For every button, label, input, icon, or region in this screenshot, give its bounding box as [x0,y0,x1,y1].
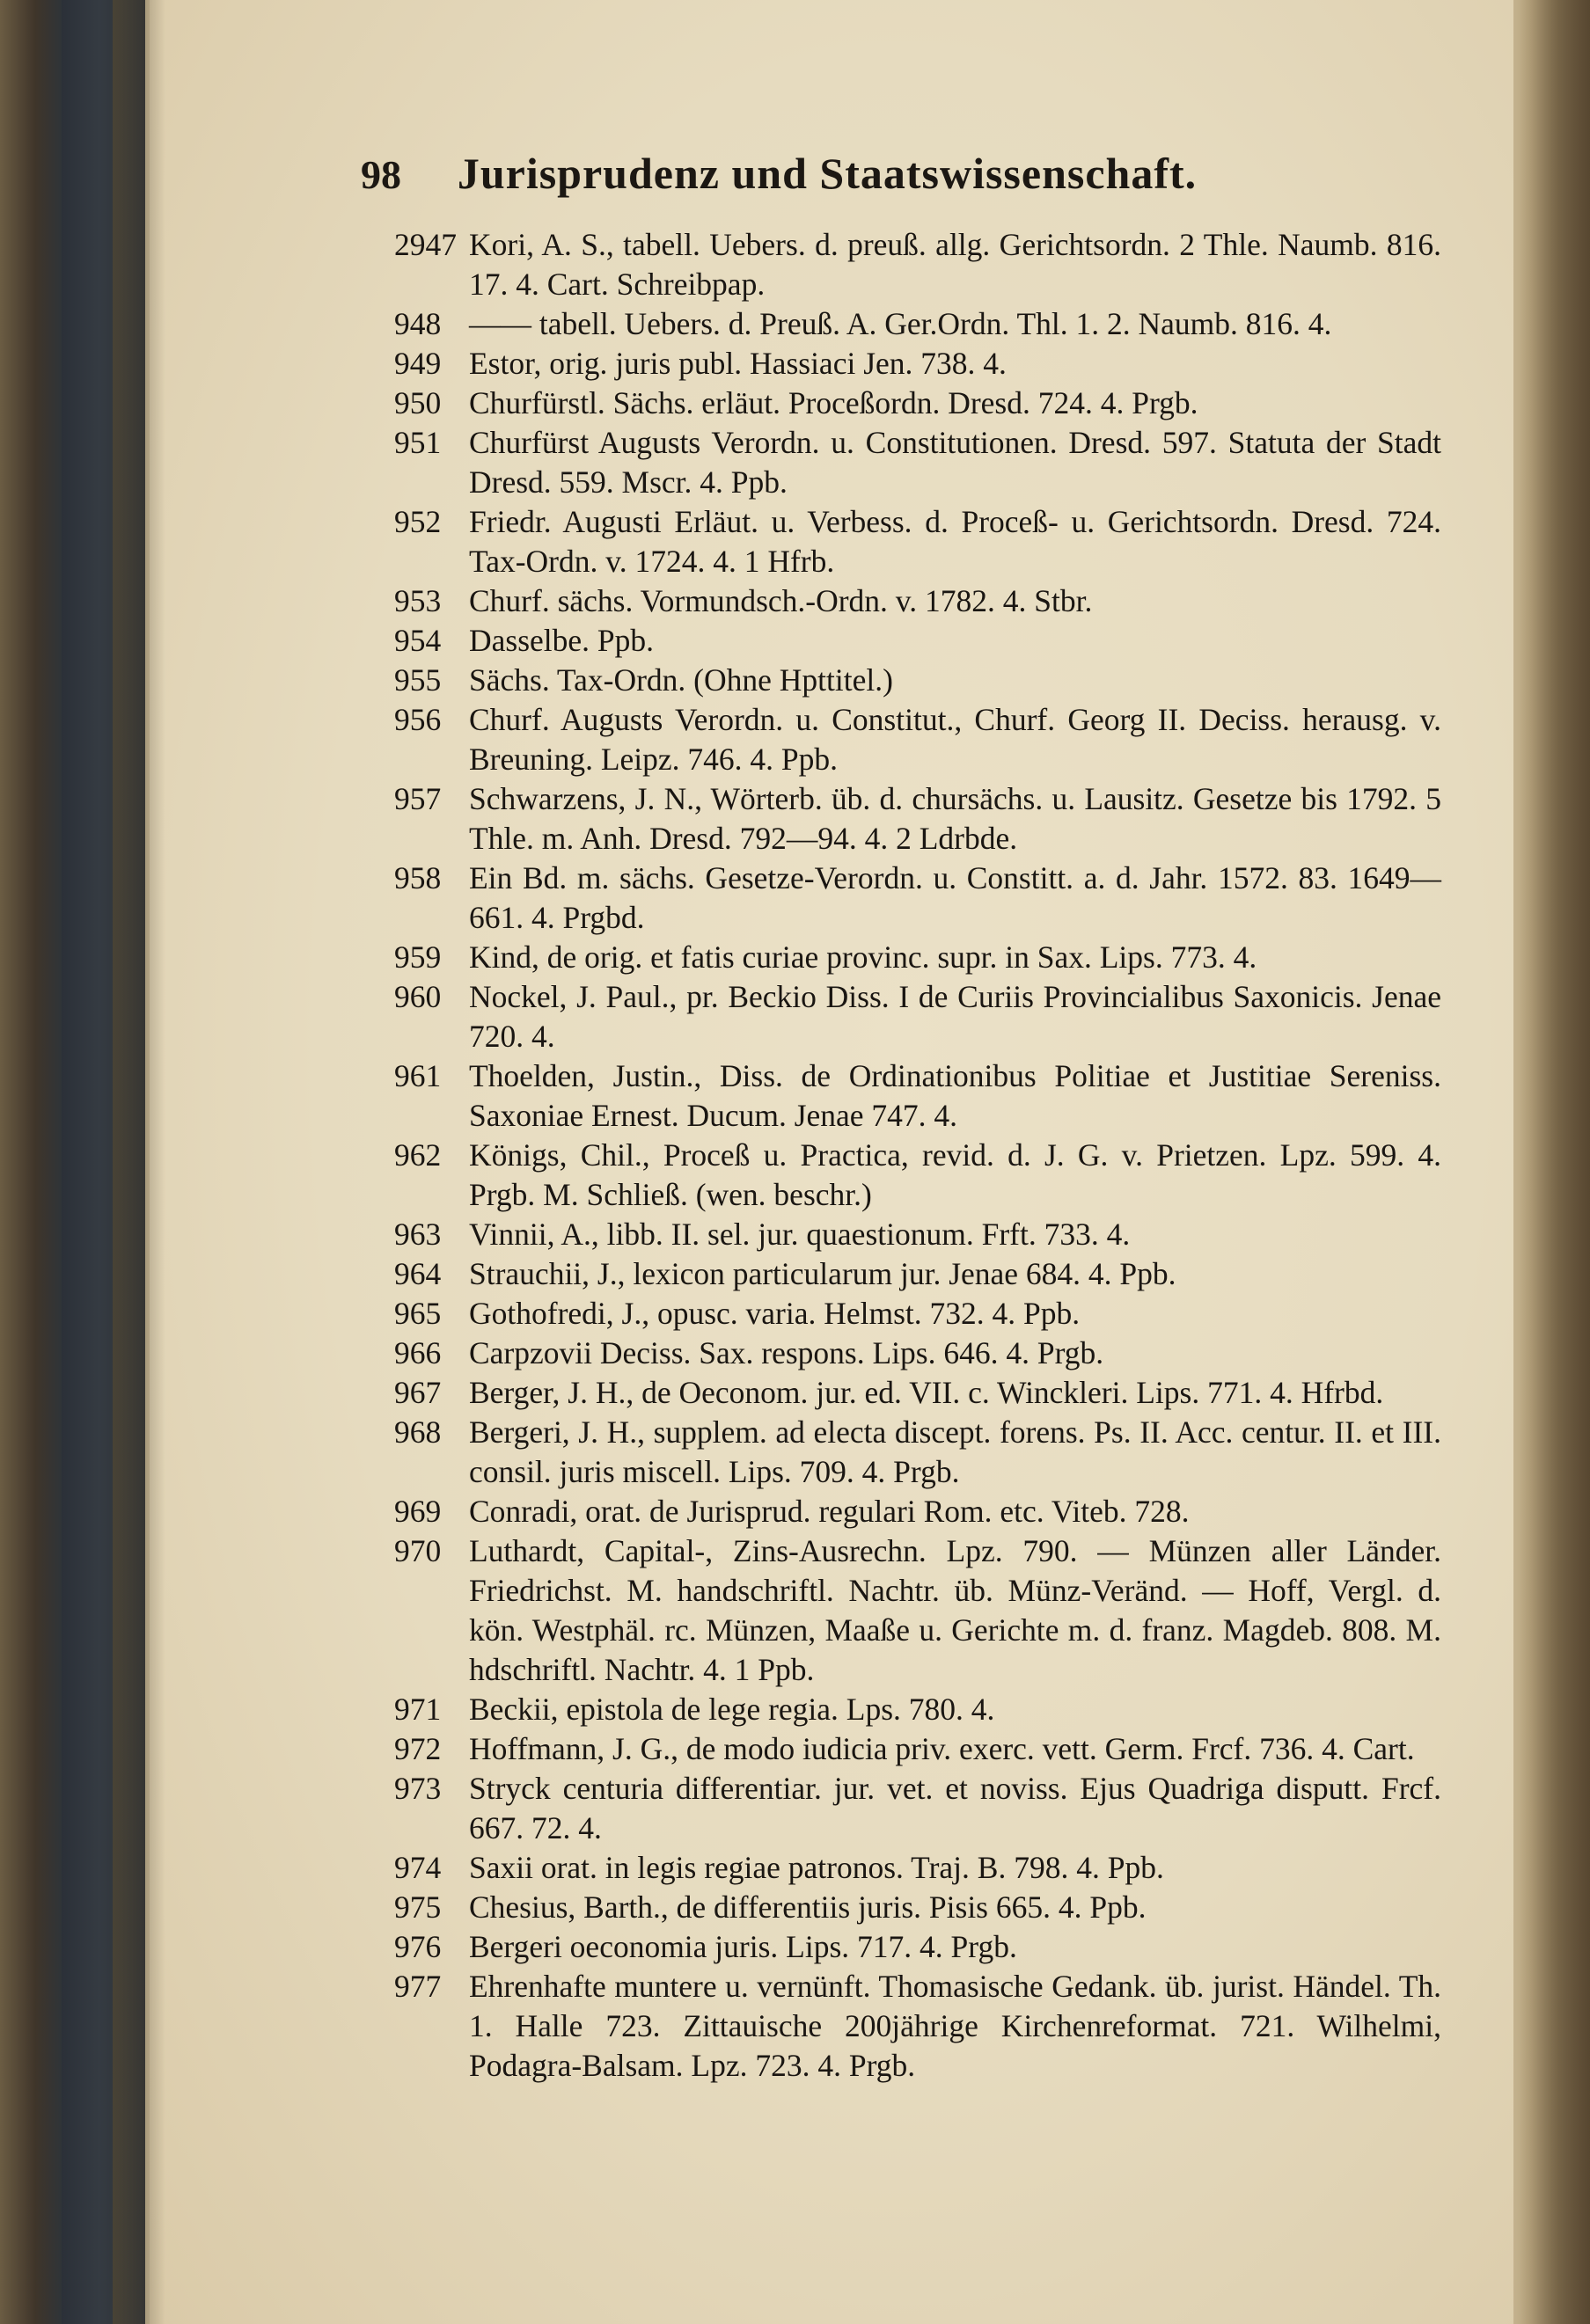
entry-text: Berger, J. H., de Oeconom. jur. ed. VII. c. Winckleri. Lips. 771. 4. Hfrbd. [469,1375,1384,1410]
entry-text: Kind, de orig. et fatis curiae provinc. supr. in Sax. Lips. 773. 4. [469,939,1257,975]
entry-number: 957 [394,781,442,816]
catalog-entry [394,304,1441,344]
entry-number: 954 [394,623,442,658]
entry-number: 949 [394,346,442,381]
entry-number: 971 [394,1692,442,1727]
entry-number: 976 [394,1929,442,1964]
entry-text: Kori, A. S., tabell. Uebers. d. preuß. allg. Gerichtsordn. 2 Thle. Naumb. 816. 17. 4. Cart. Schreibpap. [469,227,1441,302]
entry-text: Carpzovii Deciss. Sax. respons. Lips. 646. 4. Prgb. [469,1335,1104,1370]
entry-number: 965 [394,1296,442,1331]
catalog-entry [394,1492,1441,1531]
entry-number: 969 [394,1494,442,1529]
entry-text: —— tabell. Uebers. d. Preuß. A. Ger.Ordn. Thl. 1. 2. Naumb. 816. 4. [469,306,1332,341]
entry-number: 973 [394,1771,442,1806]
entry-number: 953 [394,583,442,618]
entry-number: 962 [394,1137,442,1173]
entry-text: Churf. Augusts Verordn. u. Constitut., Churf. Georg II. Deciss. herausg. v. Breuning. Leipz. 746. 4. Ppb. [469,702,1441,777]
catalog-entry [394,384,1441,423]
entry-text: Churfürstl. Sächs. erläut. Proceßordn. Dresd. 724. 4. Prgb. [469,385,1198,420]
catalog-entry [394,1254,1441,1294]
entry-text: Hoffmann, J. G., de modo iudicia priv. exerc. vett. Germ. Frcf. 736. 4. Cart. [469,1731,1415,1766]
catalog-entry [394,1967,1441,2086]
entry-number: 2947 [394,227,457,262]
page-gutter-shadow [113,0,165,2324]
catalog-entry [394,502,1441,581]
entry-text: Bergeri oeconomia juris. Lips. 717. 4. Prgb. [469,1929,1017,1964]
catalog-entry [394,1334,1441,1373]
entry-number: 948 [394,306,442,341]
catalog-entry [394,1531,1441,1690]
catalog-entry [394,1215,1441,1254]
catalog-entry [394,1413,1441,1492]
entry-number: 970 [394,1533,442,1568]
catalog-entry [394,977,1441,1056]
entry-text: Ein Bd. m. sächs. Gesetze-Verordn. u. Constitt. a. d. Jahr. 1572. 83. 1649—661. 4. Prgbd. [469,860,1441,935]
entry-number: 966 [394,1335,442,1370]
catalog-entry [394,1373,1441,1413]
catalog-entry [394,1888,1441,1927]
running-head: Jurisprudenz und Staatswissenschaft. [457,149,1198,198]
entry-text: Churf. sächs. Vormundsch.-Ordn. v. 1782. 4. Stbr. [469,583,1093,618]
entry-number: 972 [394,1731,442,1766]
entry-number: 952 [394,504,442,539]
catalog-entry [394,1136,1441,1215]
entry-number: 974 [394,1850,442,1885]
catalog-entry [394,1690,1441,1729]
catalog-entry [394,1729,1441,1769]
catalog-entry [394,700,1441,779]
catalog-entry [394,423,1441,502]
entry-text: Dasselbe. Ppb. [469,623,655,658]
entry-text: Strauchii, J., lexicon particularum jur. Jenae 684. 4. Ppb. [469,1256,1176,1291]
catalog-entry [394,1769,1441,1848]
entry-text: Churfürst Augusts Verordn. u. Constitutionen. Dresd. 597. Statuta der Stadt Dresd. 559. Mscr. 4. Ppb. [469,425,1441,500]
catalog-entry [394,859,1441,938]
entry-text: Saxii orat. in legis regiae patronos. Traj. B. 798. 4. Ppb. [469,1850,1164,1885]
page-edge-shadow [1520,0,1590,2324]
entry-number: 955 [394,662,442,698]
entry-text: Stryck centuria differentiar. jur. vet. et noviss. Ejus Quadriga disputt. Frcf. 667. 72. 4. [469,1771,1441,1845]
catalog-entry [394,779,1441,859]
entry-text: Chesius, Barth., de differentiis juris. Pisis 665. 4. Ppb. [469,1889,1147,1925]
entry-text: Bergeri, J. H., supplem. ad electa discept. forens. Ps. II. Acc. centur. II. et III. consil. juris miscell. Lips. 709. 4. Prgb. [469,1414,1441,1489]
entry-text: Ehrenhafte muntere u. vernünft. Thomasische Gedank. üb. jurist. Händel. Th. 1. Halle 723. Zittauische 200jährige Kirchenreformat. 721. Wilhelmi, Podagra-Balsam. Lpz. 723. 4. Prgb. [469,1969,1441,2083]
catalog-entry [394,1927,1441,1967]
entry-text: Nockel, J. Paul., pr. Beckio Diss. I de Curiis Provincialibus Saxonicis. Jenae 720. 4. [469,979,1441,1054]
entry-text: Sächs. Tax-Ordn. (Ohne Hpttitel.) [469,662,893,698]
catalog-entry [394,344,1441,384]
catalog-entry [394,661,1441,700]
catalog-entry [394,1848,1441,1888]
entry-number: 964 [394,1256,442,1291]
entry-number: 951 [394,425,442,460]
entry-number: 975 [394,1889,442,1925]
entry-number: 968 [394,1414,442,1450]
entry-text: Gothofredi, J., opusc. varia. Helmst. 732. 4. Ppb. [469,1296,1081,1331]
catalog-entry [394,621,1441,661]
entry-text: Thoelden, Justin., Diss. de Ordinationibus Politiae et Justitiae Sereniss. Saxoniae Ernest. Ducum. Jenae 747. 4. [469,1058,1441,1133]
entry-number: 963 [394,1217,442,1252]
catalog-entry [394,1056,1441,1136]
entry-number: 959 [394,939,442,975]
entry-text: Vinnii, A., libb. II. sel. jur. quaestionum. Frft. 733. 4. [469,1217,1131,1252]
page-number: 98 [361,152,401,197]
entry-number: 977 [394,1969,442,2004]
entry-text: Königs, Chil., Proceß u. Practica, revid. d. J. G. v. Prietzen. Lpz. 599. 4. Prgb. M. Schließ. (wen. beschr.) [469,1137,1441,1212]
entry-number: 958 [394,860,442,895]
entry-number: 967 [394,1375,442,1410]
entry-text: Estor, orig. juris publ. Hassiaci Jen. 738. 4. [469,346,1007,381]
entry-number: 960 [394,979,442,1014]
entry-text: Beckii, epistola de lege regia. Lps. 780. 4. [469,1692,995,1727]
catalog-entry [394,938,1441,977]
entry-number: 961 [394,1058,442,1093]
catalog-entry [394,225,1441,304]
catalog-entry [394,1294,1441,1334]
entry-text: Conradi, orat. de Jurisprud. regulari Rom. etc. Viteb. 728. [469,1494,1190,1529]
entry-text: Schwarzens, J. N., Wörterb. üb. d. chursächs. u. Lausitz. Gesetze bis 1792. 5 Thle. m. Anh. Dresd. 792—94. 4. 2 Ldrbde. [469,781,1441,856]
entry-number: 956 [394,702,442,737]
entry-text: Luthardt, Capital-, Zins-Ausrechn. Lpz. 790. — Münzen aller Länder. Friedrichst. M. handschriftl. Nachtr. üb. Münz-Veränd. — Hoff, Vergl. d. kön. Westphäl. rc. Münzen, Maaße u. Gerichte m. d. franz. Magdeb. 808. M. hdschriftl. Nachtr. 4. 1 Ppb. [469,1533,1441,1687]
catalog-entries [394,225,1441,2086]
catalog-entry [394,581,1441,621]
entry-text: Friedr. Augusti Erläut. u. Verbess. d. Proceß- u. Gerichtsordn. Dresd. 724. Tax-Ordn. v. 1724. 4. 1 Hfrb. [469,504,1441,579]
entry-number: 950 [394,385,442,420]
